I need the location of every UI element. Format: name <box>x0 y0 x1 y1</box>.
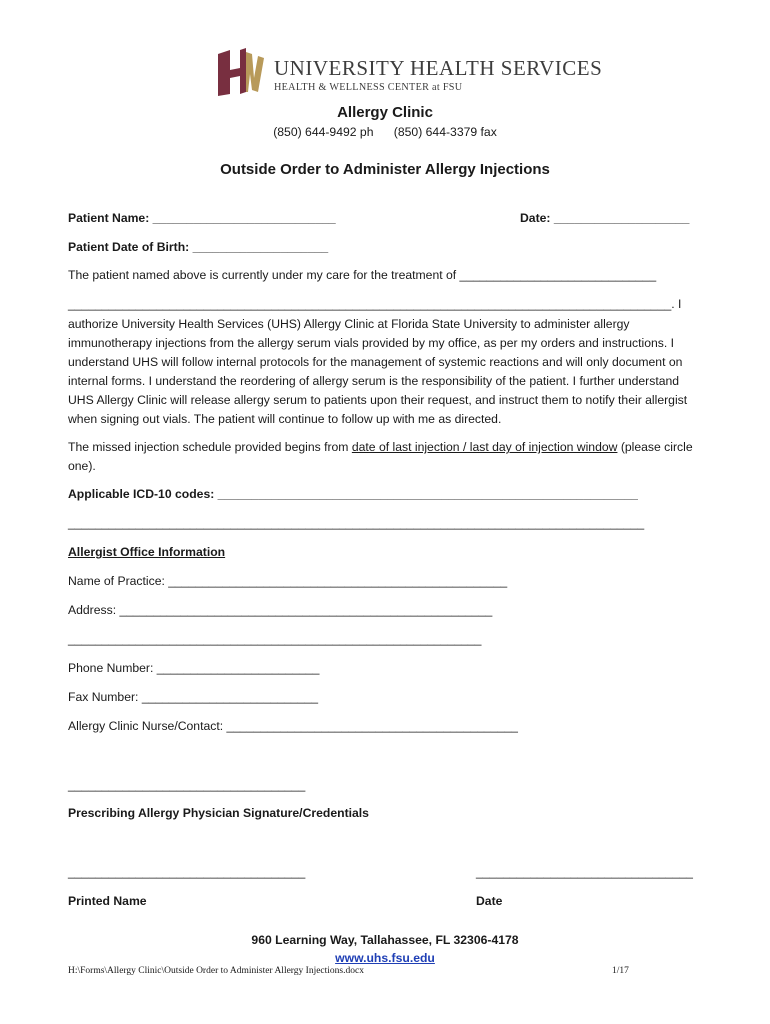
logo-subtitle: HEALTH & WELLNESS CENTER at FSU <box>274 82 463 93</box>
icd-codes-field[interactable]: Applicable ICD-10 codes: ______________________________________________________________ <box>68 487 638 501</box>
revision-date: 1/17 <box>612 966 629 976</box>
form-title: Outside Order to Administer Allergy Injections <box>220 161 550 178</box>
uhs-logo-mark <box>216 48 266 96</box>
dob-field[interactable]: Patient Date of Birth: ____________________ <box>68 240 329 254</box>
signature-date-label: Date <box>476 894 503 908</box>
authorization-paragraph: authorize University Health Services (UHS) Allergy Clinic at Florida State University to administer allergy immunotherapy injections from the allergy serum vials provided by my office, as per my orders and instructions. I understand UHS will follow internal protocols for the management of systemic reactions and will only document on internal forms. I understand the reordering of allergy serum is the responsibility of the patient. I further understand UHS Allergy Clinic will release allergy serum to patients upon their request, and instruct them to notify their allergist when signing out vials. The patient will continue to follow up with me as directed. <box>68 317 688 426</box>
printed-name-label: Printed Name <box>68 894 147 908</box>
physician-signature-line[interactable]: ___________________________________ <box>68 778 306 792</box>
website-link[interactable]: www.uhs.fsu.edu <box>335 951 435 965</box>
fax-field[interactable]: Fax Number: __________________________ <box>68 690 319 704</box>
icd-codes-line-2[interactable]: _____________________________________________________________________________________ <box>68 516 645 530</box>
treatment-field[interactable]: The patient named above is currently under my care for the treatment of _____________________________ <box>68 268 657 282</box>
logo-name: UNIVERSITY HEALTH SERVICES <box>274 56 603 80</box>
missed-pre-text: The missed injection schedule provided begins from <box>68 440 352 454</box>
footer-address: 960 Learning Way, Tallahassee, FL 32306-4178 <box>251 933 519 947</box>
file-path: H:\Forms\Allergy Clinic\Outside Order to Administer Allergy Injections.docx <box>68 966 364 976</box>
allergist-heading: Allergist Office Information <box>68 545 226 559</box>
signature-date-line[interactable]: ________________________________ <box>476 865 693 879</box>
missed-post-text: (please circle one). <box>68 440 693 473</box>
patient-name-field[interactable]: Patient Name: ___________________________ <box>68 211 336 225</box>
address-field[interactable]: Address: _______________________________________________________ <box>68 603 493 617</box>
date-field[interactable]: Date: ____________________ <box>520 211 690 225</box>
address-line-2[interactable]: _____________________________________________________________ <box>68 632 482 646</box>
uhs-logo-text <box>274 56 602 93</box>
treatment-continuation-line[interactable]: _________________________________________________________________________________________. I <box>68 297 682 311</box>
clinic-phones: (850) 644-9492 ph (850) 644-3379 fax <box>273 125 497 139</box>
clinic-name: Allergy Clinic <box>337 104 433 121</box>
physician-signature-label: Prescribing Allergy Physician Signature/Credentials <box>68 806 369 820</box>
phone-field[interactable]: Phone Number: ________________________ <box>68 661 320 675</box>
missed-injection-statement <box>68 438 708 476</box>
missed-options[interactable]: date of last injection / last day of injection window <box>351 440 618 454</box>
nurse-contact-field[interactable]: Allergy Clinic Nurse/Contact: ___________________________________________ <box>68 719 518 733</box>
printed-name-line[interactable]: ___________________________________ <box>68 865 306 879</box>
practice-name-field[interactable]: Name of Practice: __________________________________________________ <box>68 574 508 588</box>
